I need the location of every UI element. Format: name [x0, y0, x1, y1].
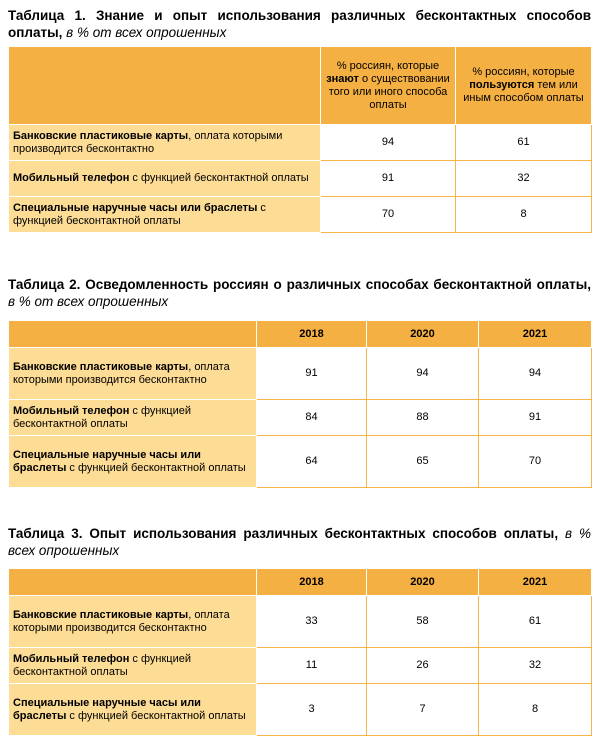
- row-label: Мобильный телефон с функцией бесконтактной оплаты: [9, 400, 257, 436]
- table1-caption-title: Таблица 1. Знание и опыт использования различных бесконтактных способов оплаты,: [8, 8, 591, 40]
- table-row: [9, 161, 592, 197]
- table-row: [9, 348, 592, 400]
- row-label: Специальные наручные часы или браслеты с функцией бесконтактной оплаты: [9, 684, 257, 736]
- table-cell: 11: [257, 648, 367, 684]
- table-cell: 61: [456, 125, 592, 161]
- table1-header-know: % россиян, которые знают о существовании того или иного способа оплаты: [321, 47, 456, 125]
- table1-header-row: [9, 47, 592, 125]
- table-cell: 3: [257, 684, 367, 736]
- table2-caption-title: Таблица 2. Осведомленность россиян о различных способах бесконтактной оплаты,: [8, 277, 591, 292]
- table3-caption-note: в % всех опрошенных: [8, 526, 591, 558]
- year-header: 2020: [367, 569, 479, 596]
- table3: [8, 568, 592, 736]
- table-cell: 70: [479, 436, 592, 488]
- table3-header-row: [9, 569, 592, 596]
- table-row: [9, 596, 592, 648]
- table-row: [9, 400, 592, 436]
- year-header: 2018: [257, 569, 367, 596]
- row-label: Специальные наручные часы или браслеты с функцией бесконтактной оплаты: [9, 436, 257, 488]
- table-cell: 70: [321, 197, 456, 233]
- table1-caption-note: в % от всех опрошенных: [66, 25, 227, 40]
- row-label: Мобильный телефон с функцией бесконтактной оплаты: [9, 161, 321, 197]
- table2-header-row: [9, 321, 592, 348]
- table-cell: 64: [257, 436, 367, 488]
- table-cell: 65: [367, 436, 479, 488]
- table-cell: 94: [367, 348, 479, 400]
- table1-caption: [8, 7, 591, 41]
- row-label: Специальные наручные часы или браслеты с функцией бесконтактной оплаты: [9, 197, 321, 233]
- row-label: Банковские пластиковые карты, оплата которыми производится бесконтактно: [9, 596, 257, 648]
- table-cell: 58: [367, 596, 479, 648]
- table2-caption: [8, 276, 591, 310]
- table-cell: 8: [456, 197, 592, 233]
- year-header: 2018: [257, 321, 367, 348]
- table-cell: 8: [479, 684, 592, 736]
- table-cell: 91: [479, 400, 592, 436]
- table-cell: 26: [367, 648, 479, 684]
- year-header: 2020: [367, 321, 479, 348]
- year-header: 2021: [479, 321, 592, 348]
- table-cell: 7: [367, 684, 479, 736]
- table-cell: 94: [479, 348, 592, 400]
- table-cell: 61: [479, 596, 592, 648]
- table-cell: 33: [257, 596, 367, 648]
- row-label: Банковские пластиковые карты, оплата которыми производится бесконтактно: [9, 348, 257, 400]
- table-cell: 91: [257, 348, 367, 400]
- table3-caption-title: Таблица 3. Опыт использования различных бесконтактных способов оплаты,: [8, 526, 559, 541]
- table3-header-corner: [9, 569, 257, 596]
- table3-caption: [8, 525, 591, 559]
- table-row: [9, 125, 592, 161]
- table-cell: 91: [321, 161, 456, 197]
- table-cell: 88: [367, 400, 479, 436]
- row-label: Мобильный телефон с функцией бесконтактной оплаты: [9, 648, 257, 684]
- table1-header-use: % россиян, которые пользуются тем или иным способом оплаты: [456, 47, 592, 125]
- table-cell: 32: [479, 648, 592, 684]
- table-cell: 84: [257, 400, 367, 436]
- table-row: [9, 684, 592, 736]
- table-row: [9, 648, 592, 684]
- table-cell: 94: [321, 125, 456, 161]
- table2-caption-note: в % от всех опрошенных: [8, 294, 169, 309]
- table2-header-corner: [9, 321, 257, 348]
- table1-header-corner: [9, 47, 321, 125]
- table1: [8, 46, 592, 233]
- table-row: [9, 436, 592, 488]
- row-label: Банковские пластиковые карты, оплата которыми производится бесконтактно: [9, 125, 321, 161]
- table-row: [9, 197, 592, 233]
- table2: [8, 320, 592, 488]
- table-cell: 32: [456, 161, 592, 197]
- year-header: 2021: [479, 569, 592, 596]
